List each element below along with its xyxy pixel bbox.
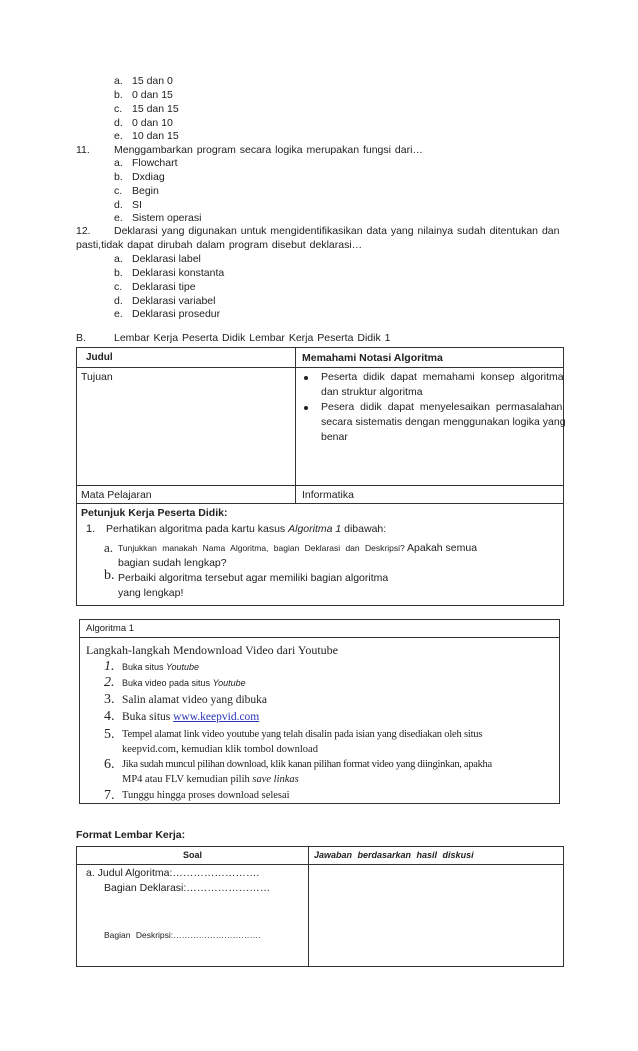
- option-text: Dxdiag: [132, 171, 165, 183]
- tujuan-label: Tujuan: [81, 371, 113, 383]
- step-text-italic: save linkas: [252, 774, 299, 785]
- bullet-icon: [304, 376, 308, 380]
- step-1-text-italic: Algoritma 1: [288, 523, 342, 535]
- step-text-plain: Buka situs: [122, 662, 167, 672]
- step-number: 1.: [104, 659, 115, 674]
- question-text-line2: pasti,tidak dapat dirubah dalam program disebut deklarasi…: [76, 239, 363, 251]
- step-text-line2: keepvid.com, kemudian klik tombol download: [122, 744, 318, 755]
- tujuan-item-2-line2: secara sistematis dengan menggunakan logika yang: [321, 416, 566, 428]
- sub-a-line1-rest: Apakah semua: [404, 542, 478, 554]
- sub-b-line2: yang lengkap!: [118, 587, 184, 599]
- question-number: 12.: [76, 225, 91, 237]
- tujuan-item-1-line2: dan struktur algoritma: [321, 386, 423, 398]
- bagian-deskripsi-field: Bagian Deskripsi:………………………….: [104, 930, 261, 940]
- tujuan-item-1-line1: Peserta didik dapat memahami konsep algoritma: [321, 371, 564, 383]
- question-number: 11.: [76, 144, 90, 156]
- step-1-text-a: Perhatikan algoritma pada kartu kasus: [106, 523, 289, 535]
- sub-a-letter: a.: [104, 540, 114, 555]
- option-text: 10 dan 15: [132, 130, 179, 142]
- row-divider: [76, 503, 564, 504]
- card-title: Langkah-langkah Mendownload Video dari Youtube: [86, 643, 339, 657]
- card-header-divider: [79, 637, 560, 638]
- step-number: 3.: [104, 692, 115, 707]
- step-text-line1: Jika sudah muncul pilihan download, klik kanan pilihan format video yang diinginkan, apakha: [122, 759, 492, 770]
- step-text: Salin alamat video yang dibuka: [122, 694, 267, 706]
- column-divider: [295, 347, 296, 503]
- option-letter: c.: [114, 281, 123, 293]
- option-text: Flowchart: [132, 157, 178, 169]
- format-title: Format Lembar Kerja:: [76, 829, 186, 841]
- sub-a-line2: bagian sudah lengkap?: [118, 557, 227, 569]
- step-text: [122, 678, 246, 688]
- option-letter: c.: [114, 103, 123, 115]
- step-text-plain: Buka situs: [122, 711, 174, 723]
- option-letter: e.: [114, 308, 123, 320]
- option-letter: b.: [114, 171, 123, 183]
- step-text: [122, 711, 259, 723]
- step-number: 1.: [86, 523, 96, 535]
- row-divider: [76, 367, 564, 368]
- option-letter: d.: [114, 117, 123, 129]
- step-number: 5.: [104, 727, 115, 742]
- col-header-jawaban: Jawaban berdasarkan hasil diskusi: [314, 850, 474, 860]
- option-letter: a.: [114, 75, 123, 87]
- card-header: Algoritma 1: [86, 623, 135, 634]
- option-text: Sistem operasi: [132, 212, 202, 224]
- section-letter: B.: [76, 332, 86, 344]
- option-letter: a.: [114, 157, 123, 169]
- step-1-text-b: dibawah:: [341, 523, 387, 535]
- row-divider: [76, 485, 564, 486]
- option-text: Begin: [132, 185, 159, 197]
- option-letter: b.: [114, 267, 123, 279]
- option-letter: d.: [114, 199, 123, 211]
- bullet-icon: [304, 406, 308, 410]
- option-letter: e.: [114, 212, 123, 224]
- step-number: 2.: [104, 675, 115, 690]
- sub-a-line1: [118, 542, 477, 554]
- tujuan-item-2-line3: benar: [321, 431, 348, 443]
- option-text: Deklarasi konstanta: [132, 267, 225, 279]
- option-letter: e.: [114, 130, 123, 142]
- option-text: 0 dan 10: [132, 117, 173, 129]
- option-letter: d.: [114, 295, 123, 307]
- step-text-plain: MP4 atau FLV kemudian pilih: [122, 774, 253, 785]
- option-text: 0 dan 15: [132, 89, 173, 101]
- question-text-line1: Deklarasi yang digunakan untuk mengidentifikasikan data yang nilainya sudah ditentukan dan: [114, 225, 560, 237]
- question-text: Menggambarkan program secara logika merupakan fungsi dari…: [114, 144, 423, 156]
- option-text: Deklarasi variabel: [132, 295, 216, 307]
- option-text: 15 dan 15: [132, 103, 179, 115]
- option-text: 15 dan 0: [132, 75, 173, 87]
- judul-label: Judul: [86, 352, 113, 363]
- sub-a-line1-small: Tunjukkan manakah Nama Algoritma, bagian Deklarasi dan Deskripsi?: [118, 543, 405, 553]
- section-title: Lembar Kerja Peserta Didik Lembar Kerja Peserta Didik 1: [114, 332, 391, 344]
- option-letter: b.: [114, 89, 123, 101]
- petunjuk-title: Petunjuk Kerja Peserta Didik:: [81, 507, 228, 519]
- sub-b-line1: Perbaiki algoritma tersebut agar memiliki bagian algoritma: [118, 572, 389, 584]
- option-text: Deklarasi tipe: [132, 281, 196, 293]
- step-number: 4.: [104, 709, 115, 724]
- mapel-value: Informatika: [302, 489, 354, 501]
- step-text: Tunggu hingga proses download selesai: [122, 790, 290, 801]
- option-text: Deklarasi prosedur: [132, 308, 221, 320]
- step-1-text: [106, 523, 386, 535]
- option-letter: a.: [114, 253, 123, 265]
- step-text: [122, 662, 199, 672]
- option-letter: c.: [114, 185, 123, 197]
- col-header-soal: Soal: [183, 850, 203, 860]
- step-number: 6.: [104, 757, 115, 772]
- keepvid-link[interactable]: www.keepvid.com: [173, 711, 260, 723]
- step-text-italic: Youtube: [212, 678, 246, 688]
- bagian-deklarasi-field: Bagian Deklarasi:……………………: [104, 882, 271, 894]
- tujuan-item-2-line1: Pesera didik dapat menyelesaikan permasalahan: [321, 401, 563, 413]
- sub-b-letter: b.: [104, 568, 115, 583]
- judul-value: Memahami Notasi Algoritma: [302, 352, 443, 364]
- step-number: 7.: [104, 788, 115, 803]
- judul-algoritma-field: a. Judul Algoritma:…………………….: [86, 867, 260, 879]
- step-text-plain: Buka video pada situs: [122, 678, 213, 688]
- step-text-line1: Tempel alamat link video youtube yang telah disalin pada isian yang disediakan oleh situs: [122, 729, 483, 740]
- option-text: SI: [132, 199, 142, 211]
- step-text-italic: Youtube: [166, 662, 200, 672]
- row-divider: [76, 864, 564, 865]
- step-text-line2: [122, 774, 299, 785]
- mapel-label: Mata Pelajaran: [81, 489, 152, 501]
- option-text: Deklarasi label: [132, 253, 201, 265]
